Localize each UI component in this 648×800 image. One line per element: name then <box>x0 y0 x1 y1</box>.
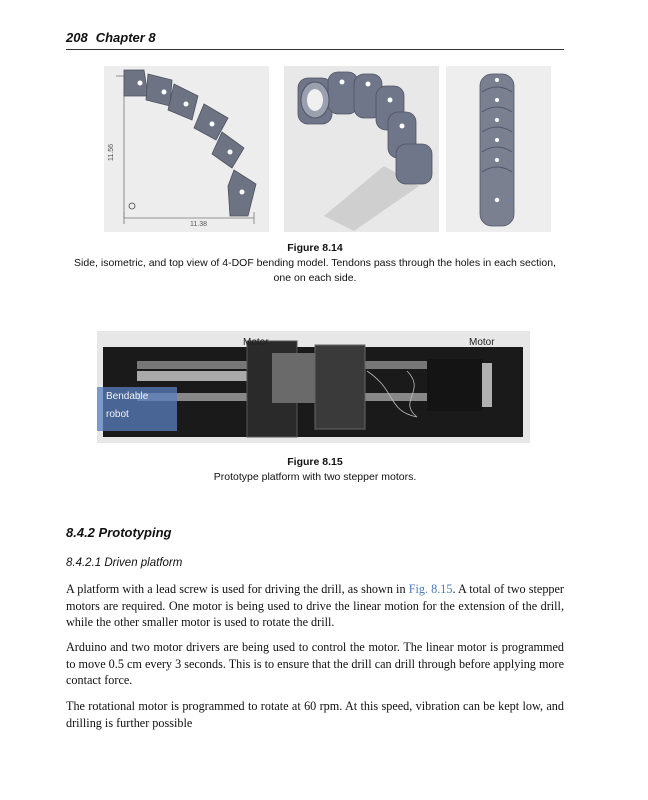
robot-label: robot <box>106 409 129 420</box>
figure-8-15-title: Figure 8.15 <box>287 456 343 468</box>
top-view-image <box>446 66 551 232</box>
paragraph-1 <box>66 581 564 631</box>
dimension-vertical: 11.56 <box>108 144 115 161</box>
figure-8-15-caption-text: Prototype platform with two stepper motors. <box>213 471 417 483</box>
figure-8-15-photo <box>97 331 530 443</box>
paragraph-1-start: A platform with a lead screw is used for driving the drill, as shown in <box>66 582 409 596</box>
figure-8-15-caption <box>66 455 564 485</box>
figure-8-14-caption-text: Side, isometric, and top view of 4-DOF bending model. Tendons pass through the holes in each section, one on each side. <box>74 257 556 284</box>
subsection-heading: 8.4.2.1 Driven platform <box>66 557 183 569</box>
header-rule <box>66 49 564 50</box>
figure-8-14-title: Figure 8.14 <box>287 242 343 254</box>
paragraph-1-end: . A total of two stepper motors are required. One motor is being used to drive the linear motion for the extension of the drill, while the other smaller motor is used to rotate the drill. <box>66 582 564 629</box>
figure-8-15-link[interactable]: Fig. 8.15 <box>408 582 453 596</box>
motor-label-right: Motor <box>469 337 495 348</box>
chapter-title: Chapter 8 <box>95 30 156 45</box>
section-heading: 8.4.2 Prototyping <box>66 525 172 540</box>
figure-8-14-caption <box>66 241 564 286</box>
side-view-image <box>104 66 269 232</box>
bendable-label: Bendable <box>106 391 149 402</box>
dimension-horizontal: 11.38 <box>190 221 207 228</box>
isometric-view-image <box>284 66 439 232</box>
paragraph-2: Arduino and two motor drivers are being used to control the motor. The linear motor is programmed to move 0.5 cm every 3 seconds. This is to ensure that the drill can drill through before applying more contact force. <box>66 640 564 687</box>
running-header <box>66 30 564 45</box>
page-number: 208 <box>66 30 88 45</box>
paragraph-3: The rotational motor is programmed to rotate at 60 rpm. At this speed, vibration can be kept low, and drilling is further possible <box>66 699 564 730</box>
motor-label-left: Motor <box>243 337 269 348</box>
